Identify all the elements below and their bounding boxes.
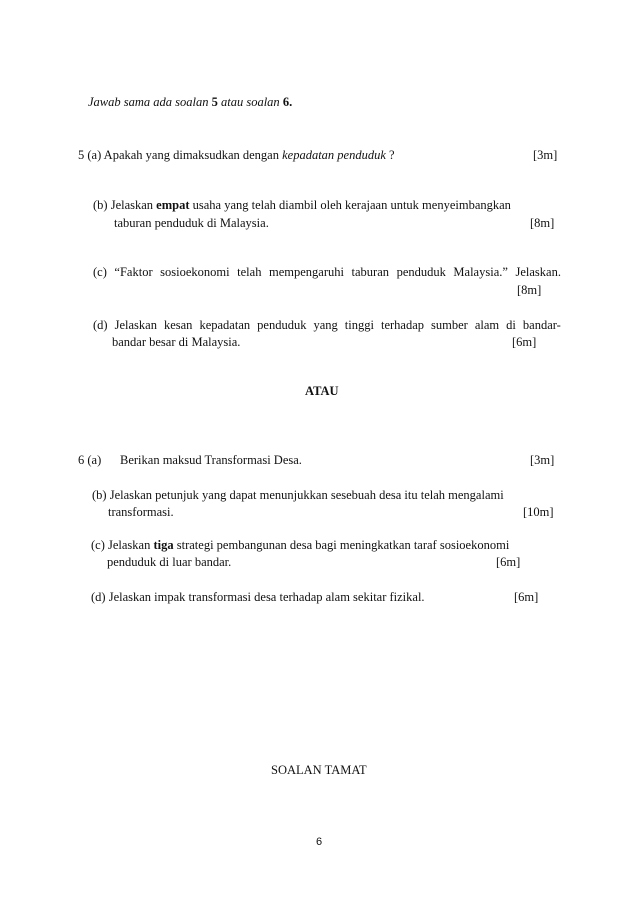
q5d-word: alam: [474, 318, 500, 332]
q5c-word: (c): [93, 265, 107, 279]
q5d-word: penduduk: [257, 318, 307, 332]
q5c-word: mempengaruhi: [269, 265, 344, 279]
page-number: 6: [316, 836, 323, 848]
q5b-mark: [8m]: [530, 216, 555, 230]
q5c-word: Malaysia.”: [453, 265, 508, 279]
q6b-line1: (b) Jelaskan petunjuk yang dapat menunjukkan sesebuah desa itu telah mengalami: [92, 488, 504, 502]
q5a-suffix: ?: [385, 148, 395, 162]
q5b-bold: empat: [156, 198, 190, 212]
q5d-word: sumber: [431, 318, 468, 332]
q5d-word: terhadap: [380, 318, 425, 332]
q5c-word: penduduk: [396, 265, 446, 279]
q6c-line2: penduduk di luar bandar.: [107, 555, 232, 569]
q5d-word: (d): [93, 318, 108, 332]
q6a-mark: [3m]: [530, 453, 555, 467]
instruction-q1: 5: [211, 95, 218, 109]
q6c-bold: tiga: [153, 538, 174, 552]
q5c-word: “Faktor: [114, 265, 153, 279]
q6a-text: Berikan maksud Transformasi Desa.: [120, 453, 302, 467]
q5c-word: Jelaskan.: [515, 265, 561, 279]
q6b-line2: transformasi.: [108, 505, 174, 519]
q5a-prefix: 5 (a) Apakah yang dimaksudkan dengan: [78, 148, 283, 162]
q6c-pre: (c) Jelaskan: [91, 538, 154, 552]
q6c-post: strategi pembangunan desa bagi meningkatkan taraf sosioekonomi: [173, 538, 510, 552]
instruction: [88, 95, 292, 110]
q5c-line1: [93, 265, 561, 280]
q5c-word: sosioekonomi: [160, 265, 230, 279]
q5d-word: tinggi: [344, 318, 374, 332]
q5d-mark: [6m]: [512, 335, 537, 349]
q6d-text: (d) Jelaskan impak transformasi desa terhadap alam sekitar fizikal.: [91, 590, 425, 604]
q5d-line2: bandar besar di Malaysia.: [112, 335, 241, 349]
q5d-word: kepadatan: [199, 318, 251, 332]
q5d-word: Jelaskan: [114, 318, 157, 332]
q5d-word: bandar-: [522, 318, 561, 332]
q5d-line1: [93, 318, 561, 333]
q5d-word: yang: [313, 318, 338, 332]
q5a-text: [78, 148, 395, 163]
q6b-mark: [10m]: [523, 505, 554, 519]
q5d-word: di: [506, 318, 516, 332]
q6c-line1: [91, 538, 509, 553]
q5c-word: telah: [237, 265, 262, 279]
q5c-mark: [8m]: [517, 283, 542, 297]
q5b-post: usaha yang telah diambil oleh kerajaan untuk menyeimbangkan: [189, 198, 511, 212]
q5b-line2: taburan penduduk di Malaysia.: [114, 216, 269, 230]
q5a-mark: [3m]: [533, 148, 558, 162]
q5b-pre: (b) Jelaskan: [93, 198, 157, 212]
q5d-word: kesan: [163, 318, 193, 332]
q5c-word: taburan: [351, 265, 390, 279]
instruction-text: Jawab sama ada soalan: [88, 95, 212, 109]
q5a-term: kepadatan penduduk: [282, 148, 386, 162]
atau-divider: ATAU: [305, 384, 339, 398]
q6d-mark: [6m]: [514, 590, 539, 604]
q6a-num: 6 (a): [78, 453, 102, 467]
instruction-q2: 6.: [282, 95, 293, 109]
q6c-mark: [6m]: [496, 555, 521, 569]
q5b-line1: [93, 198, 511, 213]
end-text: SOALAN TAMAT: [271, 763, 367, 777]
instruction-mid: atau soalan: [217, 95, 283, 109]
